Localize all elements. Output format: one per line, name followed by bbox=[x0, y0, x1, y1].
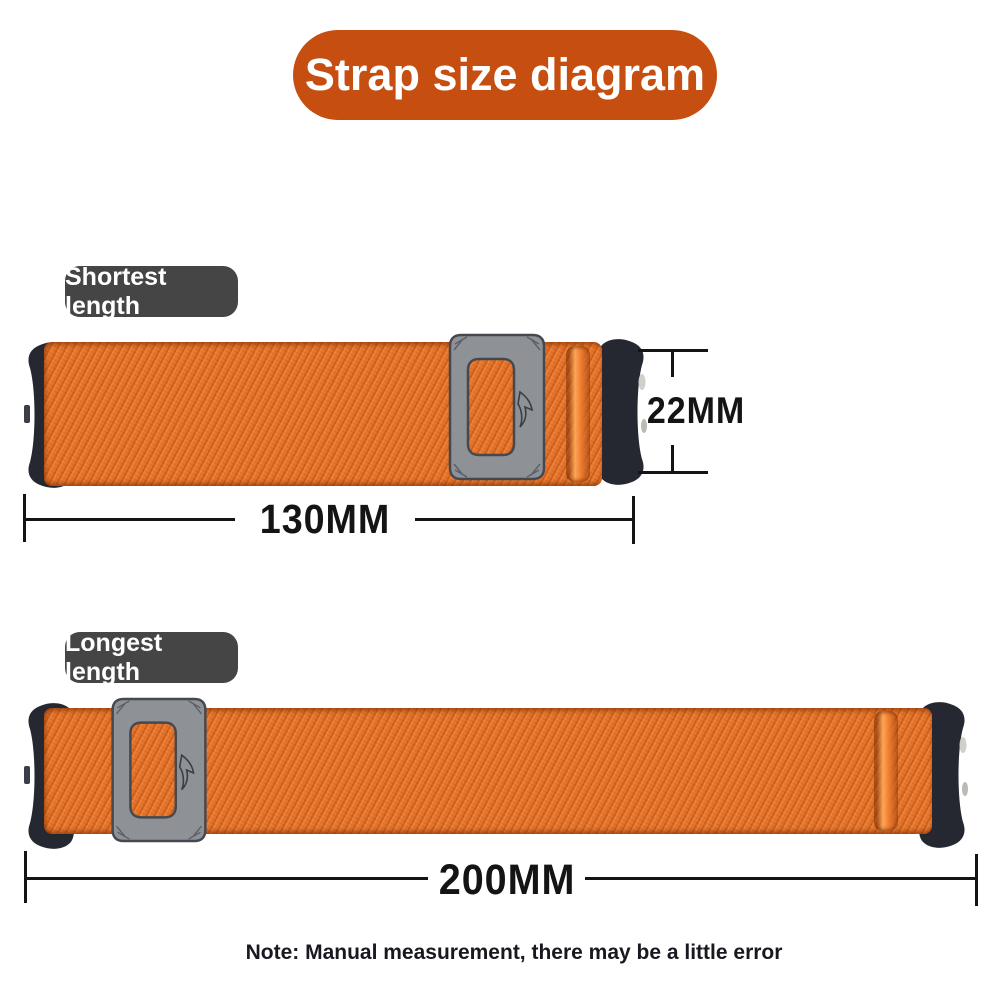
dimension-line bbox=[415, 518, 633, 521]
dimension-line bbox=[638, 471, 708, 474]
dimension-line bbox=[23, 518, 235, 521]
shortest-length-tag bbox=[65, 262, 238, 320]
page-title: Strap size diagram bbox=[304, 49, 706, 100]
dimension-line bbox=[975, 854, 978, 906]
slider-buckle-icon bbox=[447, 331, 547, 483]
title-banner bbox=[293, 30, 717, 120]
dimension-line bbox=[632, 496, 635, 544]
longest-length-tag bbox=[65, 628, 238, 686]
dimension-line bbox=[671, 445, 674, 473]
long-strap-fold bbox=[874, 711, 898, 831]
slider-buckle-icon bbox=[108, 696, 210, 844]
short-strap-fold bbox=[566, 346, 590, 482]
note-text: Note: Manual measurement, there may be a little error bbox=[245, 941, 783, 964]
dimension-line bbox=[24, 877, 428, 880]
dimension-line bbox=[671, 349, 674, 377]
length-value-short: 130MM bbox=[259, 496, 391, 542]
shortest-length-label: Shortest length bbox=[65, 262, 167, 320]
width-value: 22MM bbox=[646, 390, 746, 431]
length-value-long: 200MM bbox=[438, 856, 576, 904]
dimension-line bbox=[585, 877, 977, 880]
longest-length-label: Longest length bbox=[65, 628, 163, 686]
